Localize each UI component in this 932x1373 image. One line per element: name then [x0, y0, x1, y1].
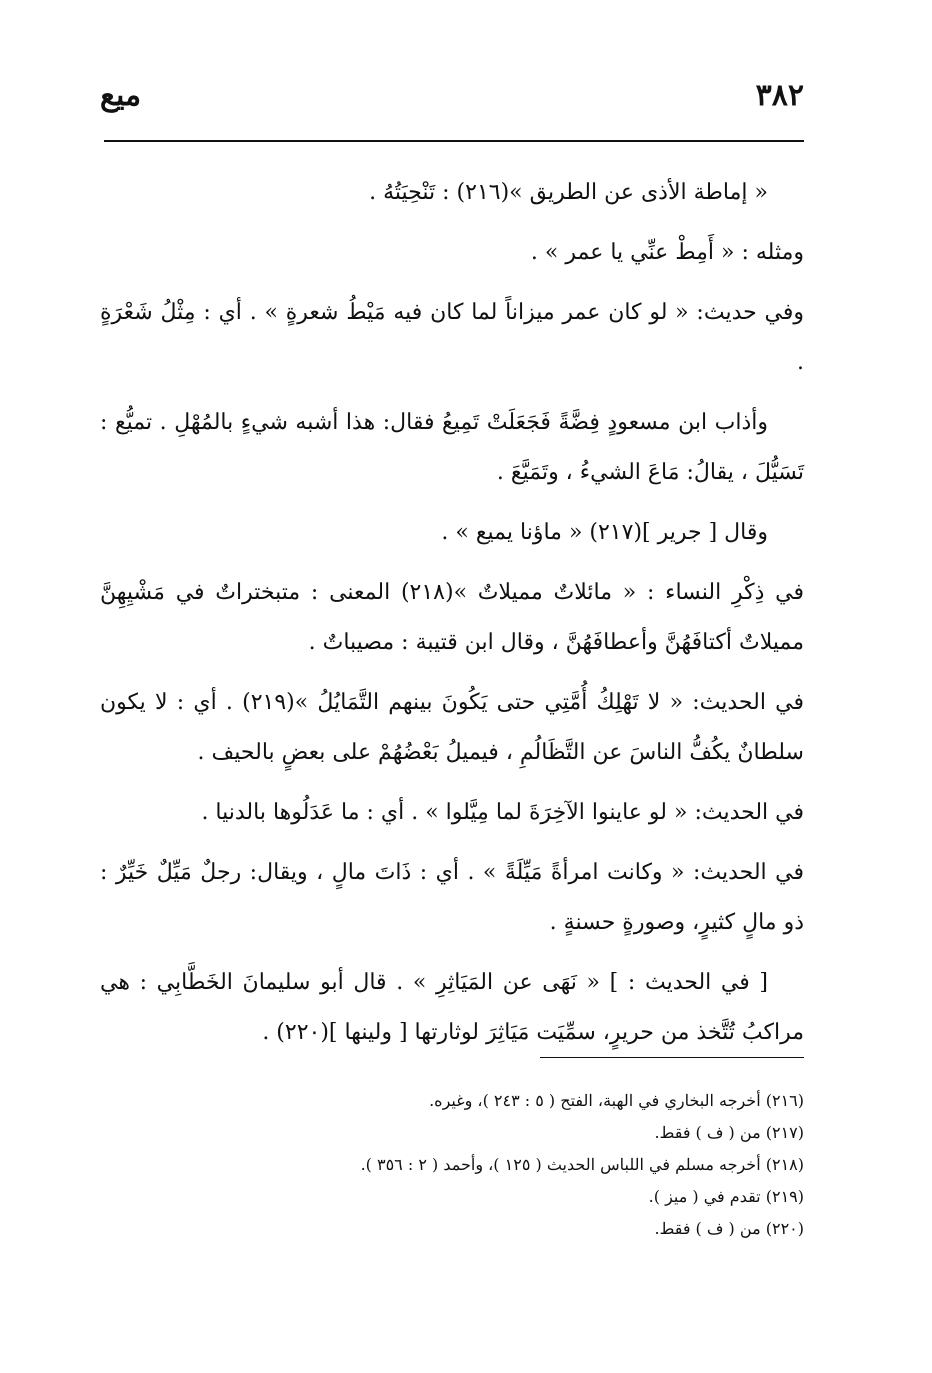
header-rule	[104, 140, 804, 142]
paragraph: وأذاب ابن مسعودٍ فِضَّةً فَجَعَلَتْ تَمِيعُ فقال: هذا أشبه شيءٍ بالمُهْلِ . تميُّع : تَسَيُّلَ ، يقالُ: مَاعَ الشيءُ ، وتَمَيَّعَ .	[100, 410, 804, 485]
paragraph: [ في الحديث : ] « نَهَى عن المَيَاثِرِ » . قال أبو سليمانَ الخَطَّابِي : هي مراكبُ تُتَّخذ من حريرٍ، سمِّيَت مَيَاثِرَ لوثارتها [ ولينها ](٢٢٠) .	[100, 970, 804, 1045]
footnote: (٢١٨) أخرجه مسلم في اللباس الحديث ( ١٢٥ )، وأحمد ( ٢ : ٣٥٦ ).	[360, 1155, 804, 1174]
footnote-rule	[540, 1057, 804, 1058]
footnote: (٢١٩) تقدم في ( ميز ).	[648, 1187, 804, 1206]
footnote: (٢١٦) أخرجه البخاري في الهبة، الفتح ( ٥ : ٢٤٣ )، وغيره.	[429, 1091, 804, 1110]
paragraph: في الحديث: « وكانت امرأةً مَيِّلَةً » . أي : ذَاتَ مالٍ ، ويقال: رجلٌ مَيِّلٌ خَيِّرٌ : ذو مالٍ كثيرٍ، وصورةٍ حسنةٍ .	[100, 860, 804, 935]
paragraph: ومثله : « أَمِطْ عنِّي يا عمر » .	[530, 240, 804, 265]
paragraph: وفي حديث: « لو كان عمر ميزاناً لما كان فيه مَيْطُ شعرةٍ » . أي : مِثْلُ شَعْرَةٍ .	[100, 300, 804, 375]
main-text	[100, 168, 804, 1068]
page-number: ٣٨٢	[755, 78, 804, 113]
paragraph: وقال [ جرير ](٢١٧) « ماؤنا يميع » .	[441, 520, 768, 545]
footnote: (٢٢٠) من ( ف ) فقط.	[654, 1219, 804, 1238]
paragraph: في ذِكْرِ النساء : « مائلاتٌ مميلاتٌ »(٢١٨) المعنى : متبختراتٌ في مَشْيِهِنَّ مميلاتٌ أكتافَهُنَّ وأعطافَهُنَّ ، وقال ابن قتيبة : مصيباتٌ .	[100, 580, 804, 655]
page-header	[100, 78, 804, 128]
paragraph: في الحديث: « لا تَهْلِكُ أُمَّتِي حتى يَكُونَ بينهم التَّمَايُلُ »(٢١٩) . أي : لا يكون سلطانٌ يكُفُّ الناسَ عن التَّظَالُمِ ، فيميلُ بَعْضُهُمْ على بعضٍ بالحيف .	[100, 690, 804, 765]
running-head: ميع	[100, 78, 142, 113]
footnote: (٢١٧) من ( ف ) فقط.	[654, 1123, 804, 1142]
footnotes	[100, 1085, 804, 1245]
paragraph: في الحديث: « لو عاينوا الآخِرَةَ لما مِيَّلوا » . أي : ما عَدَلُوها بالدنيا .	[201, 800, 804, 825]
paragraph: « إماطة الأذى عن الطريق »(٢١٦) : تَنْحِيَتُهُ .	[369, 180, 768, 205]
